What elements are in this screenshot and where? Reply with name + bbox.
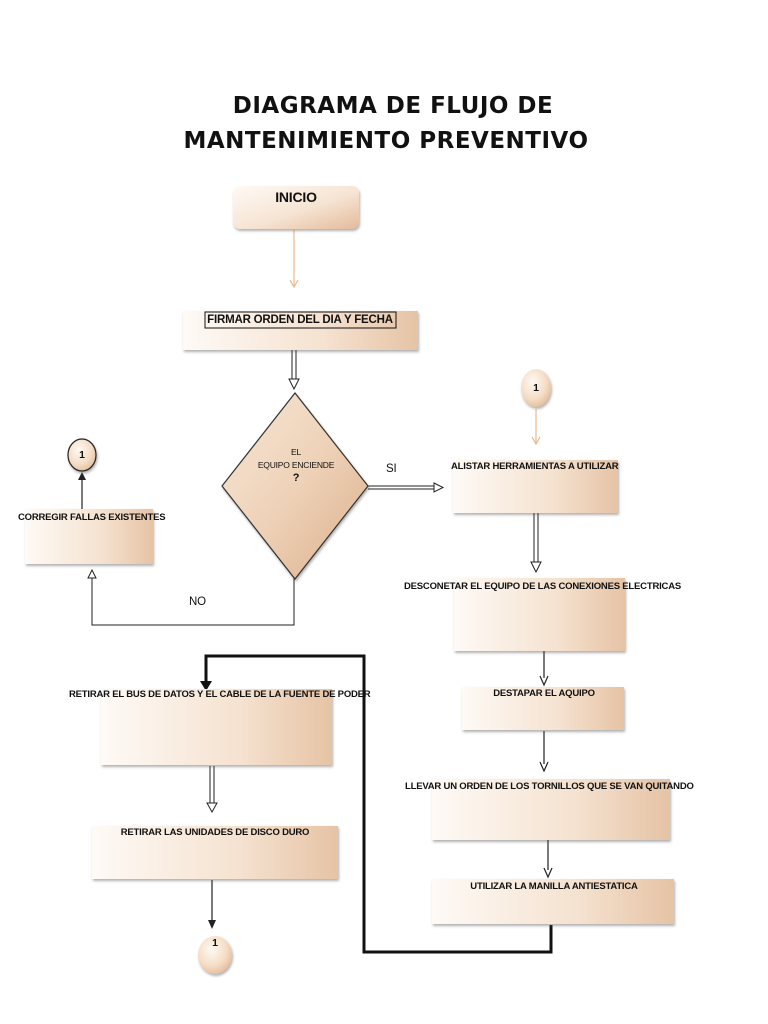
edge-remove-bus-to-disks — [207, 766, 217, 812]
decision-label-line-1: EL — [291, 447, 301, 457]
edge-screws-to-wristband — [544, 840, 552, 877]
edge-disks-to-connector — [208, 880, 216, 929]
connector-label-right-top: 1 — [533, 382, 539, 394]
screws-label: LLEVAR UN ORDEN DE LOS TORNILLOS QUE SE VAN QUITANDO — [405, 781, 694, 792]
remove-bus-label: RETIRAR EL BUS DE DATOS Y EL CABLE DE LA FUENTE DE PODER — [69, 689, 371, 700]
edge-sign-to-decision — [289, 350, 299, 389]
branch-no-label: NO — [189, 596, 206, 608]
diagram-title-line-2: MANTENIMIENTO PREVENTIVO — [183, 128, 589, 154]
connector-label-left: 1 — [79, 449, 85, 461]
diagram-title-line-1: DIAGRAMA DE FLUJO DE — [232, 93, 554, 119]
decision-node — [222, 393, 368, 579]
uncover-label: DESTAPAR EL AQUIPO — [493, 688, 595, 699]
edge-disconnect-to-uncover — [540, 651, 548, 685]
connector-label-bottom: 1 — [212, 937, 218, 949]
disconnect-label: DESCONETAR EL EQUIPO DE LAS CONEXIONES ELECTRICAS — [404, 581, 681, 592]
start-label: INICIO — [275, 189, 317, 205]
edge-uncover-to-screws — [540, 731, 548, 771]
edge-decision-yes — [368, 483, 443, 492]
wristband-label: UTILIZAR LA MANILLA ANTIESTATICA — [470, 881, 638, 892]
branch-yes-label: SI — [386, 463, 397, 475]
decision-label-line-2: EQUIPO ENCIENDE — [257, 460, 335, 470]
sign-order-label: FIRMAR ORDEN DEL DIA Y FECHA — [207, 314, 393, 326]
prepare-tools-label: ALISTAR HERRAMIENTAS A UTILIZAR — [451, 461, 619, 472]
decision-label-line-3: ? — [292, 472, 300, 484]
fix-faults-label: CORREGIR FALLAS EXISTENTES — [18, 512, 166, 523]
edge-prepare-to-disconnect — [531, 513, 541, 572]
edge-fix-to-connector — [78, 472, 86, 510]
remove-disks-label: RETIRAR LAS UNIDADES DE DISCO DURO — [120, 827, 310, 838]
